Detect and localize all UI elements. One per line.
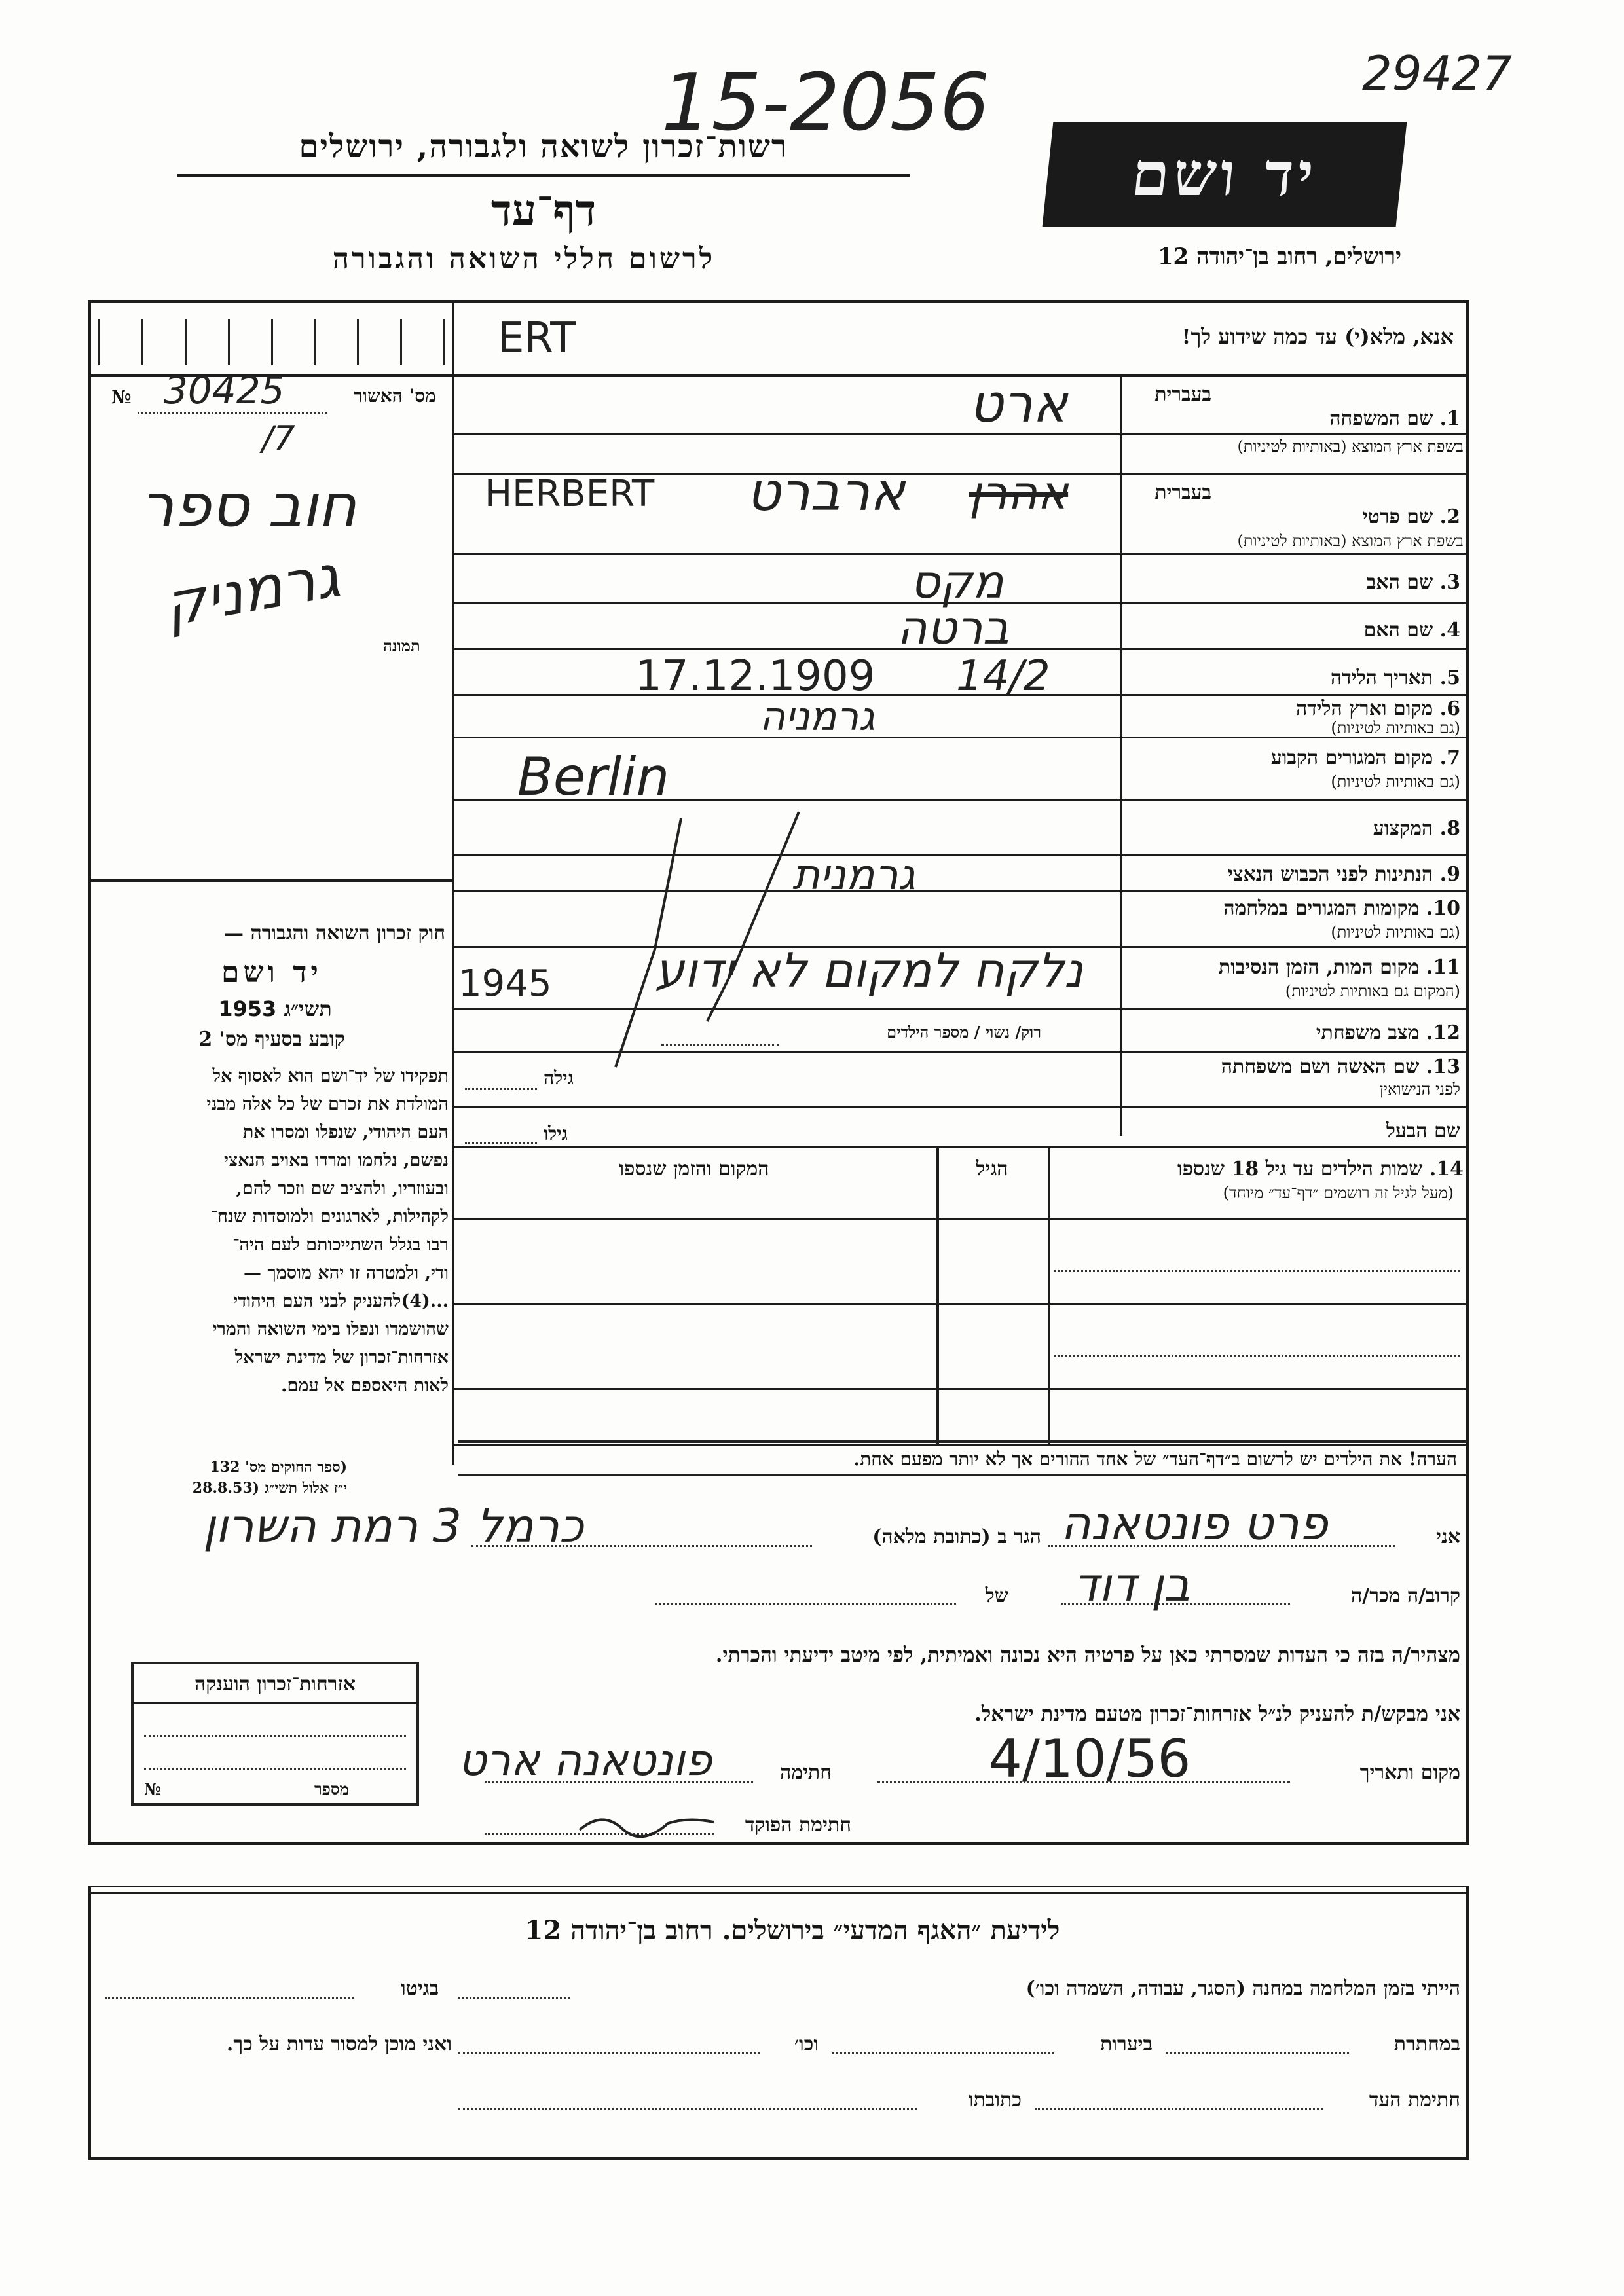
children-col-place: המקום והזמן שנספו [619,1157,769,1180]
footer-address-label: כתובתו [968,2088,1022,2111]
children-row-line [454,1218,1469,1220]
declaration-relative-label: קרוב/ה מכר/ה [1351,1584,1460,1607]
form-subtitle: לרשום חללי השואה והגבורה [332,242,716,276]
children-col-divider [1048,1146,1050,1444]
footer-witness-sig-dots [1035,2108,1323,2110]
cert-fraction: /7 [262,419,295,458]
field6-value: גרמניה [760,694,875,740]
authority-underline [177,174,910,177]
field13-label: 13. שם האשה ושם משפחתה [1221,1055,1460,1078]
footer-ghetto-dots [105,1997,354,1999]
authority-title: רשות־זכרון לשואה ולגבורה, ירושלים [299,128,788,165]
note-text: הערה! את הילדים יש לרשום ב״דף־העד״ של אחד ההורים אך לא יותר מפעם אחת. [853,1448,1457,1470]
field13-sub: לפני הנישואין [1379,1080,1460,1099]
children-col-age: הגיל [976,1157,1008,1180]
field5-extra: 14/2 [956,652,1050,701]
law-text-line: לאות היאספם אל עמם. [281,1376,449,1396]
cert-label: מס' האשור [354,385,436,407]
field4-value: ברטה [897,601,1010,655]
declaration-date-value: 4/10/56 [989,1728,1191,1789]
field6-label: 6. מקום וארץ הלידה [1295,697,1460,720]
declaration-i-dots [1048,1545,1395,1547]
photo-note-line2: גרמניק [158,541,345,640]
declaration-declare-text: מצהיר/ה בזה כי העדות שמסרתי כאן על פרטיה היא נכונה ואמיתית, לפי מיטב ידיעתי והכרתי. [715,1643,1460,1667]
footer-underground-dots [1166,2052,1349,2054]
citizenship-dots [144,1768,406,1770]
declaration-relative-dots [1061,1603,1290,1605]
field11-label: 11. מקום המות, הזמן הנסיבות [1218,956,1460,979]
field12-label: 12. מצב משפחתי [1316,1021,1460,1044]
law-year-heb: תשי״ג [284,996,332,1021]
footer-witness-sig-label: חתימת העד [1369,2088,1460,2111]
field7-value: Berlin [517,746,670,807]
children-row-line [454,1303,1469,1305]
field3-value: מקס [910,555,1004,609]
field7-label: 7. מקום המגורים הקבוע [1270,746,1460,769]
declaration-of-dots [655,1603,956,1605]
cert-value: 30425 [164,368,285,412]
intro-row-line [88,374,1469,377]
label-divider [1120,376,1122,1136]
footer-forest-dots [832,2052,1054,2054]
field2-latin: HERBERT [485,473,655,515]
declaration-request-text: אני מבקש/ת להעניק לנ״ל אזרחות־זכרון מטעם מדינת ישראל. [974,1702,1460,1726]
wife-age-dots [465,1088,537,1090]
law-year-row [98,996,445,1021]
footer-frame-right [1466,1886,1469,2160]
children-row-dots [1054,1355,1460,1357]
field12-value: רוק/ נשוי / מספר הילדים [887,1023,1041,1042]
row-line [454,433,1469,435]
field9-value: גרמנית [792,851,915,900]
declaration-signature-label: חתימה [780,1761,832,1784]
law-name: יד ושם [221,956,322,989]
footer-line-1 [88,1886,1469,1887]
law-text-line: שהושמדו ונפלו בימי השואה והמרי [212,1319,449,1339]
field3-label: 3. שם האב [1366,571,1460,594]
photo-box-bottom [88,879,453,882]
field4-label: 4. שם האם [1363,619,1460,642]
law-text [95,1062,449,1400]
citizenship-title: אזרחות־זכרון הוענקה [194,1673,356,1696]
husband-age-dots [465,1142,537,1144]
form-title: דף־עד [490,185,597,236]
photo-label: תמונה [383,636,420,655]
declaration-officer-label: חתימת הפוקד [745,1813,851,1836]
law-text-line: רבו בגלל השתייכותם לעם היה־ [232,1235,449,1255]
field11-sub: (המקום גם באותיות לטיניות) [1285,982,1460,1000]
field11-value: נלקח למקום לא ידוע [655,943,1083,998]
law-text-line: תפקידו של יד־ושם הוא לאסוף אל [212,1066,449,1086]
field2-value: ארברט [747,462,905,522]
footer-title: לידיעת ״האגף המדעי״ בירושלים. רחוב בן־יהודה 12 [525,1915,1060,1946]
children-row-dots [1054,1270,1460,1272]
latin-surname: ERT [498,314,576,363]
corner-number: 29427 [1362,46,1513,101]
field1-value: ארט [969,373,1068,434]
law-ref2: י״ז אלול תשי״ג (28.8.53 [192,1480,347,1497]
yad-vashem-logo [1043,122,1407,227]
photo-note-line1: חוב ספר [141,471,357,540]
field10-label: 10. מקומות המגורים במלחמה [1223,897,1460,920]
declaration-i-label: אני [1436,1525,1460,1548]
field2-sub: בשפת ארץ המוצא (באותיות לטיניות) [1237,532,1464,550]
law-section: קובע בסעיף מס' 2 [198,1028,345,1051]
law-text-line: נפשם, נלחמו ומרדו באויב הנאצי [223,1150,449,1171]
declaration-place-date-label: מקום ותאריך [1359,1761,1460,1784]
husband-age-label: גילו [544,1123,568,1144]
law-heading: חוק זכרון השואה והגבורה — [224,922,445,945]
declaration-i-value: פרט פונטאנה [1061,1497,1328,1550]
citizenship-dots [144,1735,406,1737]
logo-text: יד ושם [1128,139,1321,210]
footer-underground-label: במחתרת [1393,2033,1460,2056]
cert-underline [138,412,327,414]
law-text-line: אזרחות־זכרון של מדינת ישראל [234,1347,449,1368]
law-text-line: ודי, ולמטרה זו יהא מוסמך — [244,1263,449,1283]
citizenship-title-line [131,1702,419,1704]
row-line [454,1146,1469,1148]
intro-text: אנא, מלא(י) עד כמה שידוע לך! [1181,324,1454,349]
children-row-line [454,1388,1469,1390]
cross-out-strokes [458,805,917,1080]
field10-sub: (גם באותיות לטיניות) [1331,923,1460,941]
declaration-address-value: כרמל 3 רמת השרון [203,1499,584,1553]
declaration-of-label: של [985,1584,1008,1607]
field6-sub: (גם באותיות לטיניות) [1331,719,1460,737]
field9-label: 9. הנתינות לפני הכבוש הנאצי [1227,863,1460,886]
footer-line1-text: הייתי בזמן המלחמה במחנה (הסגר, עבודה, השמדה וכו׳) [1025,1977,1460,2000]
law-ref1: (ספר החוקים מס' 132 [210,1459,347,1476]
husband-label: שם הבעל [1386,1120,1460,1142]
field5-value: 17.12.1909 [635,652,876,701]
law-text-line: המולדת את זכרם של כל אלה מבני [206,1094,449,1114]
footer-etc-label: וכו׳ [794,2033,819,2056]
declaration-resident-label: הגר ב (כתובת מלאה) [872,1525,1041,1548]
address-line: ירושלים, רחוב בן־יהודה 12 [1157,244,1401,270]
field7-sub: (גם באותיות לטיניות) [1331,773,1460,791]
wife-age-label: גילה [544,1067,574,1089]
footer-frame-bottom [88,2157,1469,2160]
field1-hebrew-tag: בעברית [1154,383,1211,406]
field11-year: 1945 [458,962,552,1005]
field2-hebrew-tag: בעברית [1154,481,1211,504]
officer-signature [576,1804,720,1843]
footer-etc-dots [458,2052,760,2054]
footer-ready-text: ואני מוכן למסור עדות על כך. [226,2033,452,2056]
children-col-names-sub: (מעל לגיל זה רושמים ״דף־עד״ מיוחד) [1223,1184,1454,1202]
citizenship-number-label: מספר [314,1779,349,1798]
footer-frame-left [88,1886,91,2160]
law-text-line: ...(4)להעניק לבני העם היהודי [233,1291,449,1311]
footer-ghetto-label: בגיטו [400,1977,439,2000]
field1-label: 1. שם המשפחה [1329,407,1460,430]
footer-line1-dots [458,1997,570,1999]
id-boxes [98,319,445,365]
left-column-divider [452,300,454,1465]
children-col-names: 14. שמות הילדים עד גיל 18 שנספו [1177,1157,1464,1180]
footer-forest-label: ביערות [1099,2033,1153,2056]
field1-sub: בשפת ארץ המוצא (באותיות לטיניות) [1237,437,1464,456]
footer-line-2 [88,1892,1469,1894]
field2-crossed: אהרן [969,466,1069,520]
law-year: 1953 [218,996,277,1021]
citizenship-prefix: № [144,1779,162,1798]
declaration-signature-dots [485,1781,753,1783]
declaration-date-dots [877,1781,1290,1783]
declaration-relative-value: בן דוד [1074,1558,1190,1612]
field8-label: 8. המקצוע [1373,817,1460,840]
file-number: 15-2056 [661,58,990,149]
children-age-divider [936,1146,939,1444]
row-line [454,1106,1469,1108]
law-text-line: העם היהודי, שנפלו ומסרו את [242,1122,449,1142]
cert-prefix: № [111,386,132,408]
law-text-line: ובעוזריו, ולהציב שם וזכר להם, [236,1178,449,1199]
declaration-signature-value: פונטאנה ארט [458,1735,712,1785]
declaration-address-dots [471,1545,812,1547]
footer-address-dots [458,2108,917,2110]
field2-label: 2. שם פרטי [1362,505,1460,528]
field5-label: 5. תאריך הלידה [1331,666,1460,689]
law-text-line: לקהילות, לארגונים ולמוסדות שנח־ [210,1207,449,1227]
